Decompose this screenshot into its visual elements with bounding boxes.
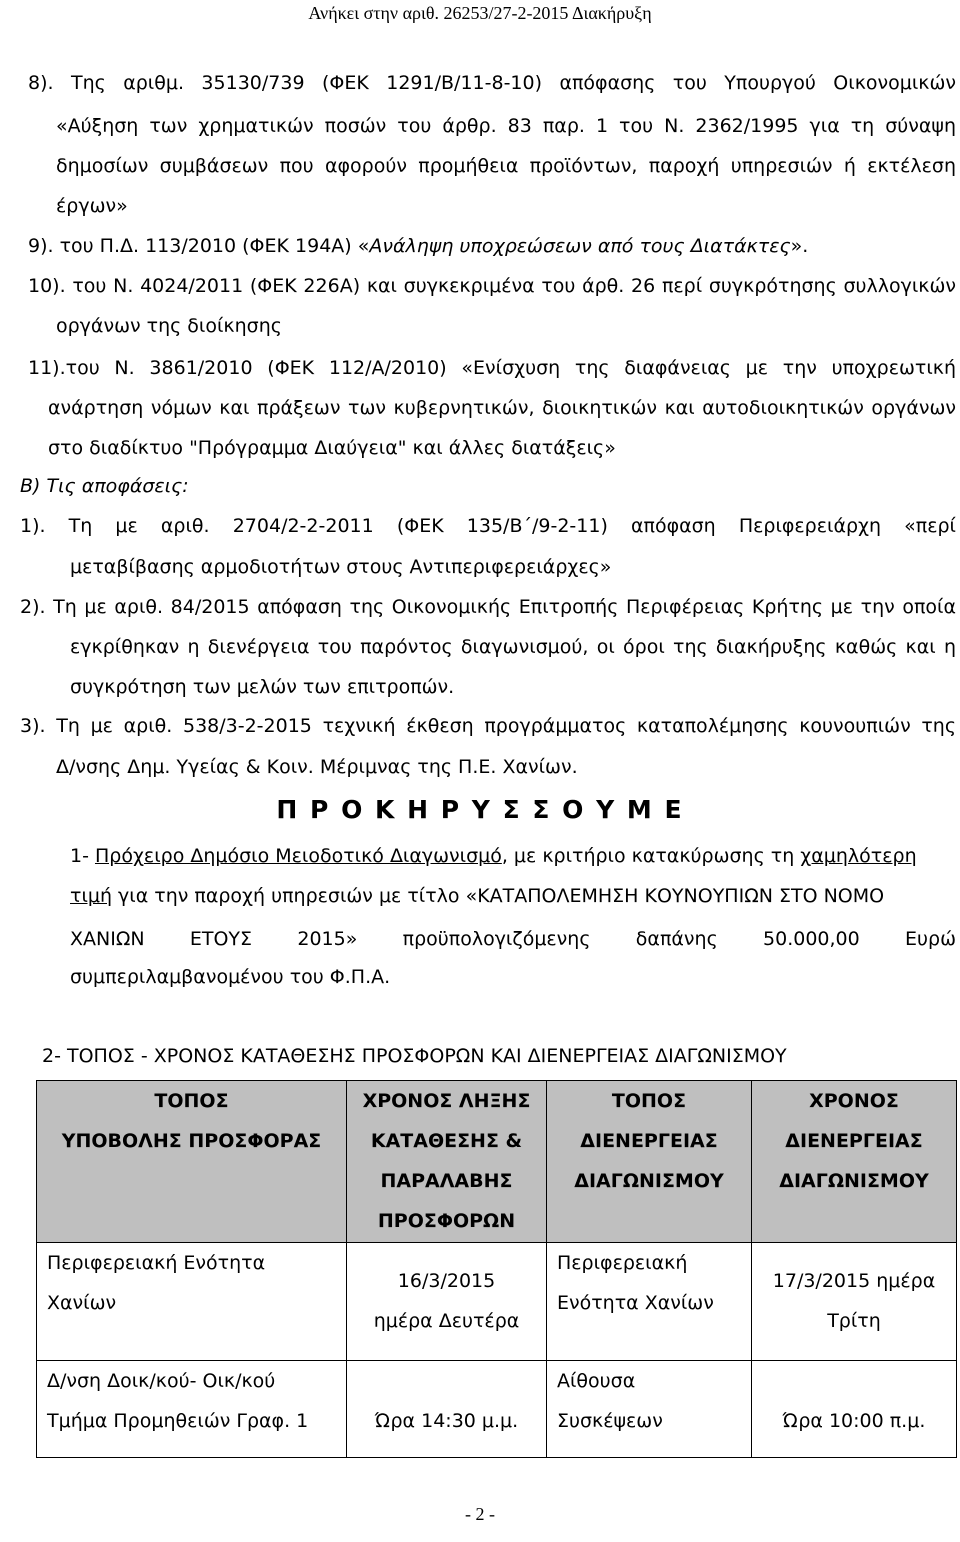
p1-underlined-tender: Πρόχειρο Δημόσιο Μειοδοτικό Διαγωνισμό [94,845,502,867]
cell-deadline-date: 16/3/2015 ημέρα Δευτέρα [347,1243,547,1361]
table-row [37,1361,957,1458]
header-cell-submission-place: ΤΟΠΟΣ ΥΠΟΒΟΛΗΣ ΠΡΟΣΦΟΡΑΣ [37,1081,347,1243]
p1-line2-rest: για την παροχή υπηρεσιών με τίτλο «ΚΑΤΑΠΟΛΕΜΗΣΗ ΚΟΥΝΟΥΠΙΩΝ ΣΤΟ ΝΟΜΟ [112,885,885,907]
page-number: - 2 - [465,1504,495,1524]
header-cell-submission-deadline: ΧΡΟΝΟΣ ΛΗΞΗΣ ΚΑΤΑΘΕΣΗΣ & ΠΑΡΑΛΑΒΗΣ ΠΡΟΣΦΟΡΩΝ [347,1081,547,1243]
cell-deadline-time: Ώρα 14:30 μ.μ. [347,1361,547,1458]
item9-prefix: 9). του Π.Δ. 113/2010 (ΦΕΚ 194Α) « [28,235,370,257]
cell-tender-place-unit: Περιφερειακή Ενότητα Χανίων [547,1243,752,1361]
p1-line2 [70,885,956,907]
item11-line3: στο διαδίκτυο "Πρόγραμμα Διαύγεια" και άλλες διατάξεις» [48,437,616,459]
item8-line2: «Αύξηση των χρηματικών ποσών του άρθρ. 83 παρ. 1 του Ν. 2362/1995 για τη σύναψη [56,115,956,137]
item8-line3: δημοσίων συμβάσεων που αφορούν προμήθεια προϊόντων, παροχή υπηρεσιών ή εκτέλεση [56,155,956,177]
cell-tender-time: Ώρα 10:00 π.μ. [752,1361,957,1458]
decision3-line1: 3). Τη με αριθ. 538/3-2-2015 τεχνική έκθεση προγράμματος καταπολέμησης κουνουπιών της [20,715,956,737]
item10-line2: οργάνων της διοίκησης [56,315,282,337]
decision2-line3: συγκρότηση των μελών των επιτροπών. [70,676,455,698]
item11-line2: ανάρτηση νόμων και πράξεων των κυβερνητικών, διοικητικών και αυτοδιοικητικών οργάνων [48,397,956,419]
item9-italic-title: Ανάληψη υποχρεώσεων από τους Διατάκτες [369,235,791,257]
item9-line [28,235,808,257]
item9-suffix: ». [790,235,809,257]
cell-place-unit: Περιφερειακή Ενότητα Χανίων [37,1243,347,1361]
p1-line1 [70,845,956,867]
header-cell-tender-time: ΧΡΟΝΟΣ ΔΙΕΝΕΡΓΕΙΑΣ ΔΙΑΓΩΝΙΣΜΟΥ [752,1081,957,1243]
decision3-line2: Δ/νσης Δημ. Υγείας & Κοιν. Μέριμνας της Π.Ε. Χανίων. [56,756,578,778]
table-row [37,1243,957,1361]
p2-heading: 2- ΤΟΠΟΣ - ΧΡΟΝΟΣ ΚΑΤΑΘΕΣΗΣ ΠΡΟΣΦΟΡΩΝ ΚΑΙ ΔΙΕΝΕΡΓΕΙΑΣ ΔΙΑΓΩΝΙΣΜΟΥ [42,1045,787,1067]
item8-line4: έργων» [56,195,128,217]
header-cell-tender-place: ΤΟΠΟΣ ΔΙΕΝΕΡΓΕΙΑΣ ΔΙΑΓΩΝΙΣΜΟΥ [547,1081,752,1243]
p1-criterion-text: , με κριτήριο κατακύρωσης τη [501,845,801,867]
p1-underlined-price: τιμή [70,885,112,907]
document-title: Π Ρ Ο Κ Η Ρ Υ Σ Σ Ο Υ Μ Ε [276,795,684,824]
cell-place-department: Δ/νση Δοικ/κού- Οικ/κού Τμήμα Προμηθειών Γραφ. 1 [37,1361,347,1458]
cell-tender-room: Αίθουσα Συσκέψεων [547,1361,752,1458]
decision2-line1: 2). Τη με αριθ. 84/2015 απόφαση της Οικονομικής Επιτροπής Περιφέρειας Κρήτης με την οποία [20,596,956,618]
p1-line4: συμπεριλαμβανομένου του Φ.Π.Α. [70,966,391,988]
decision2-line2: εγκρίθηκαν η διενέργεια του παρόντος διαγωνισμού, οι όροι της διακήρυξης καθώς και η [70,636,956,658]
decision1-line1: 1). Τη με αριθ. 2704/2-2-2011 (ΦΕΚ 135/Β΄/9-2-11) απόφαση Περιφερειάρχη «περί [20,515,956,537]
table-header-row [37,1081,957,1243]
page-header: Ανήκει στην αριθ. 26253/27-2-2015 Διακήρυξη [308,3,652,23]
p1-line3: ΧΑΝΙΩΝ ΕΤΟΥΣ 2015» προϋπολογιζόμενης δαπάνης 50.000,00 Ευρώ [70,928,956,950]
item10-line1: 10). του Ν. 4024/2011 (ΦΕΚ 226Α) και συγκεκριμένα του άρθ. 26 περί συγκρότησης συλλογικών [28,275,956,297]
p1-number: 1- [70,845,95,867]
item8-line1: 8). Της αριθμ. 35130/739 (ΦΕΚ 1291/Β/11-8-10) απόφασης του Υπουργού Οικονομικών [28,72,956,94]
item11-line1: 11).του Ν. 3861/2010 (ΦΕΚ 112/Α/2010) «Ενίσχυση της διαφάνειας με την υποχρεωτική [28,357,956,379]
decision1-line2: μεταβίβασης αρμοδιοτήτων στους Αντιπεριφερειάρχες» [70,556,612,578]
decisions-heading: Β) Τις αποφάσεις: [20,475,189,497]
cell-tender-date: 17/3/2015 ημέρα Τρίτη [752,1243,957,1361]
p1-underlined-lowest: χαμηλότερη [800,845,917,867]
schedule-table [36,1080,957,1458]
